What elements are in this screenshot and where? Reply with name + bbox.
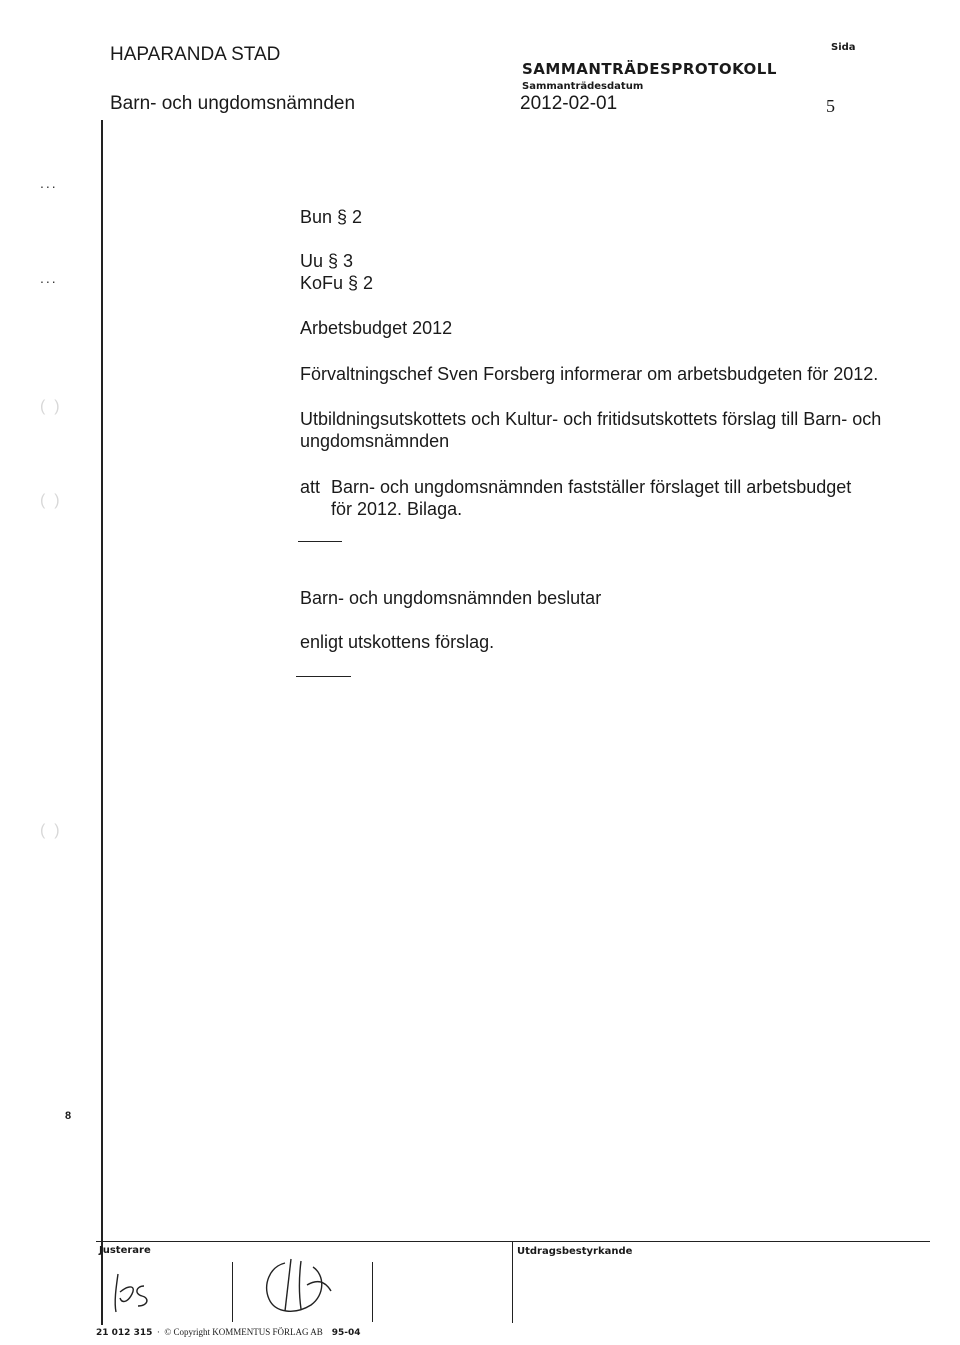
punch-hole-mark: ( ) <box>40 822 60 839</box>
att-clause-line-1: Barn- och ungdomsnämnden fastställer förslaget till arbetsbudget <box>331 477 852 497</box>
left-margin-line <box>101 120 103 1325</box>
footer-divider-1 <box>232 1262 233 1322</box>
footer-divider-3 <box>512 1241 513 1323</box>
organization-name: HAPARANDA STAD <box>110 44 281 65</box>
proposal-line-1: Utbildningsutskottets och Kultur- och fritidsutskottets förslag till Barn- och <box>300 409 882 429</box>
decision-heading: Barn- och ungdomsnämnden beslutar <box>300 588 602 608</box>
info-paragraph: Förvaltningschef Sven Forsberg informerar om arbetsbudgeten för 2012. <box>300 364 879 384</box>
form-code-line <box>96 1327 361 1338</box>
proposal-line-2: ungdomsnämnden <box>300 431 450 451</box>
document-type: SAMMANTRÄDESPROTOKOLL <box>522 60 777 78</box>
separator-line <box>296 676 351 677</box>
item-title: Arbetsbudget 2012 <box>300 318 453 338</box>
separator-dot: · <box>154 1327 163 1337</box>
section-uu: Uu § 3 <box>300 251 354 271</box>
margin-dots-1: ... <box>40 175 58 191</box>
att-clause-line-2: för 2012. Bilaga. <box>331 499 463 519</box>
footer-divider-2 <box>372 1262 373 1322</box>
copyright-text: © Copyright KOMMENTUS FÖRLAG AB <box>164 1327 323 1337</box>
punch-hole-mark: ( ) <box>40 492 60 509</box>
decision-text: enligt utskottens förslag. <box>300 632 495 652</box>
page-label: Sida <box>831 42 856 53</box>
meeting-date-label: Sammanträdesdatum <box>522 81 644 92</box>
board-name: Barn- och ungdomsnämnden <box>110 93 356 114</box>
att-word: att <box>300 477 321 497</box>
justerare-label: Justerare <box>99 1245 151 1256</box>
punch-hole-mark: ( ) <box>40 398 60 415</box>
footer-top-line <box>96 1241 930 1242</box>
margin-dots-2: ... <box>40 270 58 286</box>
signature-initials-1 <box>110 1268 170 1318</box>
section-bun: Bun § 2 <box>300 207 363 227</box>
margin-number: 8 <box>65 1110 72 1122</box>
section-kofu: KoFu § 2 <box>300 273 374 293</box>
page-number: 5 <box>826 96 835 116</box>
utdragsbestyrkande-label: Utdragsbestyrkande <box>517 1246 633 1257</box>
signature-2 <box>255 1255 345 1320</box>
form-version: 95-04 <box>331 1328 361 1338</box>
meeting-date: 2012-02-01 <box>520 93 618 114</box>
form-code: 21 012 315 <box>96 1328 153 1338</box>
separator-line <box>298 541 342 542</box>
